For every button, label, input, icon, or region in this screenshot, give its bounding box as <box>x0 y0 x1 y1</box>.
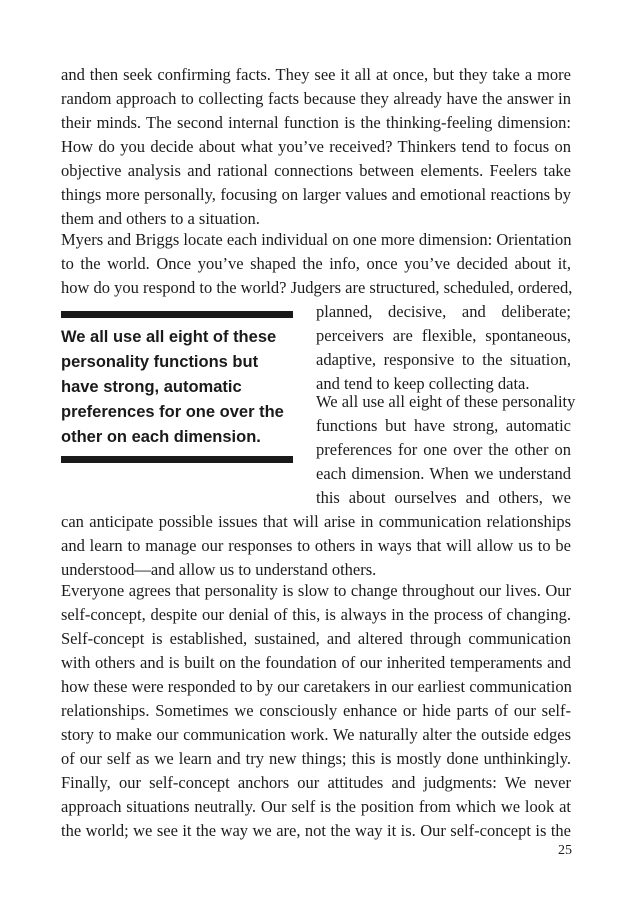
text-line: to the world. Once you’ve shaped the info, once you’ve decided about it, <box>61 254 571 273</box>
text-line: the world; we see it the way we are, not the way it is. Our self-concept is the <box>61 821 571 840</box>
text-line: each dimension. When we understand <box>316 464 571 483</box>
text-line: random approach to collecting facts because they already have the answer in <box>61 89 571 108</box>
page-number: 25 <box>558 843 572 858</box>
text-line: Finally, our self-concept anchors our attitudes and judgments: We never <box>61 773 571 792</box>
text-line: preferences for one over the other on <box>316 440 571 459</box>
text-line: relationships. Sometimes we consciously enhance or hide parts of our self- <box>61 701 571 720</box>
pull-quote-line: preferences for one over the <box>61 403 284 421</box>
text-line: how do you respond to the world? Judgers are structured, scheduled, ordered, <box>61 278 573 297</box>
text-line: We all use all eight of these personality <box>316 392 576 411</box>
text-line: this about ourselves and others, we <box>316 488 571 507</box>
text-line: story to make our communication work. We naturally alter the outside edges <box>61 725 571 744</box>
pull-quote-line: personality functions but <box>61 353 259 371</box>
text-line: how these were responded to by our caretakers in our earliest communication <box>61 677 572 696</box>
text-line: approach situations neutrally. Our self is the position from which we look at <box>61 797 571 816</box>
text-line: functions but have strong, automatic <box>316 416 571 435</box>
pull-quote-line: We all use all eight of these <box>61 328 277 346</box>
text-line: their minds. The second internal function is the thinking-feeling dimension: <box>61 113 571 132</box>
pull-quote-line: other on each dimension. <box>61 428 261 446</box>
text-line: can anticipate possible issues that will arise in communication relationships <box>61 512 571 531</box>
pull-quote-top-rule <box>61 311 293 318</box>
text-line: Self-concept is established, sustained, and altered through communication <box>61 629 571 648</box>
text-line: and then seek confirming facts. They see it all at once, but they take a more <box>61 65 571 84</box>
text-line: of our self as we learn and try new things; this is mostly done unthinkingly. <box>61 749 571 768</box>
text-line: understood—and allow us to understand others. <box>61 560 377 579</box>
text-line: things more personally, focusing on larger values and emotional reactions by <box>61 185 571 204</box>
text-line: and learn to manage our responses to others in ways that will allow us to be <box>61 536 571 555</box>
text-line: with others and is built on the foundation of our inherited temperaments and <box>61 653 571 672</box>
text-line: self-concept, despite our denial of this, is always in the process of changing. <box>61 605 571 624</box>
text-line: How do you decide about what you’ve received? Thinkers tend to focus on <box>61 137 571 156</box>
text-line: Everyone agrees that personality is slow to change throughout our lives. Our <box>61 581 571 600</box>
text-line: adaptive, responsive to the situation, <box>316 350 571 369</box>
text-line: them and others to a situation. <box>61 209 260 228</box>
pull-quote-line: have strong, automatic <box>61 378 242 396</box>
pull-quote-bottom-rule <box>61 456 293 463</box>
text-line: perceivers are flexible, spontaneous, <box>316 326 571 345</box>
text-line: and tend to keep collecting data. <box>316 374 530 393</box>
text-line: Myers and Briggs locate each individual on one more dimension: Orientation <box>61 230 572 249</box>
text-line: planned, decisive, and deliberate; <box>316 302 571 321</box>
text-line: objective analysis and rational connections between elements. Feelers take <box>61 161 571 180</box>
pull-quote-text <box>61 325 296 450</box>
